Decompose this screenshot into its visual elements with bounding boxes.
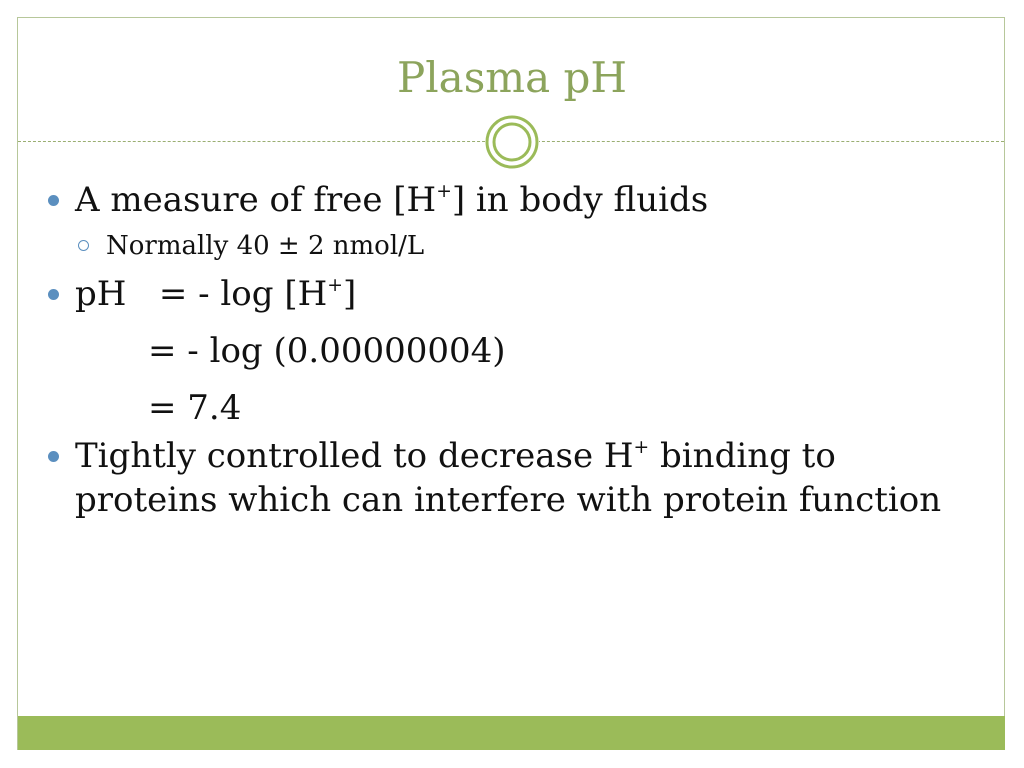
bullet-text-pre: Tightly controlled to decrease H [75,436,634,476]
bullet-text-post: binding to proteins which can interfere with protein function [75,436,942,520]
bullet-item-measure [44,178,984,222]
hollow-circle-bullet-icon [78,240,89,251]
superscript-plus: + [327,274,343,296]
slide-body [44,178,984,522]
superscript-plus: + [633,436,650,458]
sub-bullet-text: Normally 40 ± 2 nmol/L [106,231,425,261]
sub-bullet-normal-range [44,228,984,264]
superscript-plus: + [436,180,452,202]
bullet-dot-icon [48,195,59,206]
bullet-dot-icon [48,451,59,462]
formula-line-3: = 7.4 [148,388,242,428]
formula-text-post: ] [342,274,357,314]
bullet-item-ph-formula [44,272,984,316]
bullet-text-post: ] in body fluids [451,180,709,220]
bullet-dot-icon [48,289,59,300]
slide-title: Plasma pH [396,53,627,102]
bullet-text-pre: A measure of free [H [75,180,437,220]
bullet-item-tightly-controlled [44,434,984,522]
circle-ornament-icon [485,115,539,169]
accent-bottom-bar [18,716,1005,750]
formula-line-2: = - log (0.00000004) [148,331,506,371]
formula-text-pre: pH = - log [H [75,274,328,314]
